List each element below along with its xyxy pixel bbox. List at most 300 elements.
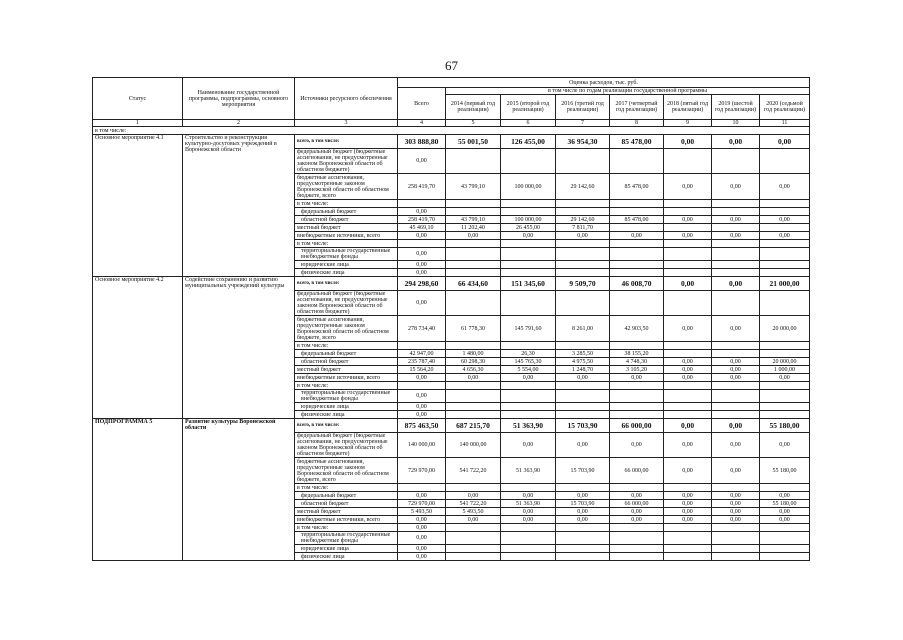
funding-source: всего, в том числе: [295, 419, 398, 433]
amount-year: 46 008,70 [610, 277, 664, 291]
amount-year [446, 248, 501, 261]
amount-year: 55 001,50 [446, 135, 501, 149]
amount-year: 0,00 [610, 232, 664, 240]
amount-year: 0,00 [712, 277, 760, 291]
amount-total: 294 298,60 [398, 277, 446, 291]
funding-source: в том числе: [295, 342, 398, 350]
amount-year [760, 269, 810, 277]
amount-year: 100 000,00 [501, 216, 556, 224]
amount-year [610, 224, 664, 232]
header-year: 2014 (первый год реализации) [446, 95, 501, 120]
amount-year: 61 778,30 [446, 316, 501, 342]
amount-year [556, 291, 610, 316]
amount-year: 0,00 [556, 433, 610, 458]
amount-year: 43 799,10 [446, 174, 501, 200]
amount-year [712, 240, 760, 248]
amount-year: 0,00 [712, 419, 760, 433]
amount-year: 0,00 [501, 508, 556, 516]
amount-total: 258 419,70 [398, 174, 446, 200]
amount-year: 0,00 [664, 458, 712, 484]
funding-source: областной бюджет [295, 358, 398, 366]
amount-year [501, 200, 556, 208]
amount-year [556, 545, 610, 553]
funding-source: территориальные государственные внебюджетные фонды [295, 532, 398, 545]
section-status: Основное мероприятие 4.2 [93, 277, 183, 419]
funding-source: бюджетные ассигнования, предусмотренные законом Воронежской области об областном бюджете, всего [295, 316, 398, 342]
amount-year [446, 484, 501, 492]
amount-year [446, 240, 501, 248]
amount-year: 0,00 [610, 374, 664, 382]
amount-year [556, 524, 610, 532]
amount-total: 0,00 [398, 269, 446, 277]
amount-total [398, 200, 446, 208]
table-row [93, 135, 810, 149]
amount-year [556, 261, 610, 269]
amount-year [556, 411, 610, 419]
amount-year [556, 149, 610, 174]
amount-year [712, 248, 760, 261]
funding-source: всего, в том числе: [295, 135, 398, 149]
amount-year [610, 261, 664, 269]
amount-year [556, 342, 610, 350]
funding-source: всего, в том числе: [295, 277, 398, 291]
column-number: 9 [664, 120, 712, 127]
amount-total: 0,00 [398, 524, 446, 532]
amount-year: 0,00 [712, 358, 760, 366]
amount-total: 0,00 [398, 374, 446, 382]
amount-year [501, 261, 556, 269]
amount-year: 0,00 [664, 500, 712, 508]
amount-total: 42 947,00 [398, 350, 446, 358]
amount-year [664, 545, 712, 553]
amount-year: 0,00 [501, 374, 556, 382]
amount-year [664, 382, 712, 390]
amount-year: 42 903,50 [610, 316, 664, 342]
amount-year [556, 200, 610, 208]
amount-year: 0,00 [664, 508, 712, 516]
amount-year [610, 545, 664, 553]
amount-year [712, 291, 760, 316]
amount-year: 0,00 [610, 508, 664, 516]
amount-total: 0,00 [398, 291, 446, 316]
amount-year: 145 765,30 [501, 358, 556, 366]
amount-year: 38 155,20 [610, 350, 664, 358]
amount-year [556, 403, 610, 411]
amount-total: 140 000,00 [398, 433, 446, 458]
funding-source: физические лица [295, 411, 398, 419]
amount-year [556, 240, 610, 248]
amount-year: 0,00 [610, 492, 664, 500]
amount-year: 15 703,90 [556, 419, 610, 433]
amount-year: 0,00 [501, 516, 556, 524]
amount-year: 0,00 [712, 516, 760, 524]
amount-year: 85 478,00 [610, 135, 664, 149]
amount-year [610, 390, 664, 403]
header-estimate: Оценка расходов, тыс. руб. [398, 78, 810, 88]
column-number: 4 [398, 120, 446, 127]
header-year: 2019 (шестой год реализации) [712, 95, 760, 120]
amount-year [760, 382, 810, 390]
amount-year: 0,00 [712, 216, 760, 224]
amount-year [712, 342, 760, 350]
amount-year [664, 411, 712, 419]
amount-total: 0,00 [398, 232, 446, 240]
amount-year [664, 403, 712, 411]
amount-year [501, 403, 556, 411]
amount-year [610, 524, 664, 532]
amount-year: 0,00 [760, 216, 810, 224]
amount-year: 0,00 [501, 232, 556, 240]
section-name: Строительство и реконструкция культурно-досуговых учреждений в Воронежской области [183, 135, 295, 277]
funding-source: физические лица [295, 553, 398, 561]
header-year: 2017 (четвертый год реализации) [610, 95, 664, 120]
amount-year: 541 722,20 [446, 500, 501, 508]
amount-year: 0,00 [664, 316, 712, 342]
amount-year [760, 224, 810, 232]
amount-year [712, 350, 760, 358]
amount-year: 0,00 [556, 232, 610, 240]
amount-total: 0,00 [398, 532, 446, 545]
amount-year [760, 484, 810, 492]
amount-year [760, 208, 810, 216]
amount-year: 4 656,30 [446, 366, 501, 374]
amount-year [610, 208, 664, 216]
amount-year: 0,00 [760, 135, 810, 149]
amount-total: 303 888,80 [398, 135, 446, 149]
amount-year [446, 553, 501, 561]
funding-source: бюджетные ассигнования, предусмотренные законом Воронежской области об областном бюджете, всего [295, 174, 398, 200]
amount-year [446, 342, 501, 350]
funding-source: территориальные государственные внебюджетные фонды [295, 248, 398, 261]
funding-source: федеральный бюджет (бюджетные ассигнования, не предусмотренные законом Воронежской области об областном бюджете) [295, 149, 398, 174]
amount-year [664, 524, 712, 532]
funding-source: федеральный бюджет (бюджетные ассигнования, не предусмотренные законом Воронежской области об областном бюджете) [295, 433, 398, 458]
funding-source: областной бюджет [295, 216, 398, 224]
funding-source: федеральный бюджет [295, 492, 398, 500]
amount-total: 0,00 [398, 403, 446, 411]
amount-year [610, 248, 664, 261]
header-status: Статус [93, 78, 183, 120]
amount-year [610, 484, 664, 492]
amount-year [760, 403, 810, 411]
amount-year [610, 403, 664, 411]
amount-year: 0,00 [760, 516, 810, 524]
amount-total: 729 970,00 [398, 458, 446, 484]
amount-year [760, 553, 810, 561]
amount-year: 0,00 [501, 492, 556, 500]
header-sources: Источники ресурсного обеспечения [295, 78, 398, 120]
amount-year: 0,00 [556, 508, 610, 516]
amount-year: 36 954,30 [556, 135, 610, 149]
amount-year: 0,00 [664, 277, 712, 291]
funding-source: в том числе: [295, 200, 398, 208]
amount-year: 0,00 [712, 232, 760, 240]
funding-source: в том числе: [295, 524, 398, 532]
amount-year: 140 000,00 [446, 433, 501, 458]
amount-year: 11 202,40 [446, 224, 501, 232]
amount-year [446, 545, 501, 553]
amount-year [501, 532, 556, 545]
amount-year: 0,00 [664, 358, 712, 366]
funding-source: федеральный бюджет [295, 208, 398, 216]
amount-year [664, 553, 712, 561]
amount-year [556, 532, 610, 545]
amount-total: 0,00 [398, 261, 446, 269]
amount-year: 0,00 [664, 374, 712, 382]
amount-year: 0,00 [760, 374, 810, 382]
amount-total: 235 787,40 [398, 358, 446, 366]
amount-year [446, 291, 501, 316]
table-row [93, 419, 810, 433]
column-number: 10 [712, 120, 760, 127]
amount-year: 0,00 [712, 492, 760, 500]
funding-source: бюджетные ассигнования, предусмотренные законом Воронежской области об областном бюджете, всего [295, 458, 398, 484]
amount-year [501, 149, 556, 174]
header-program-name: Наименование государственной программы, подпрограммы, основного мероприятия [183, 78, 295, 120]
amount-year: 15 703,90 [556, 500, 610, 508]
column-number: 7 [556, 120, 610, 127]
amount-year: 100 000,00 [501, 174, 556, 200]
funding-source: областной бюджет [295, 500, 398, 508]
amount-year [664, 390, 712, 403]
amount-year: 55 180,00 [760, 458, 810, 484]
amount-year [664, 149, 712, 174]
amount-total: 0,00 [398, 411, 446, 419]
amount-year [610, 269, 664, 277]
amount-year: 0,00 [664, 492, 712, 500]
amount-total: 278 734,40 [398, 316, 446, 342]
amount-year [501, 382, 556, 390]
amount-total [398, 240, 446, 248]
amount-year [760, 390, 810, 403]
amount-year [501, 545, 556, 553]
amount-year: 0,00 [712, 500, 760, 508]
amount-year: 151 345,60 [501, 277, 556, 291]
amount-year [610, 149, 664, 174]
amount-year [556, 484, 610, 492]
amount-year [446, 269, 501, 277]
column-number: 1 [93, 120, 183, 127]
amount-year: 21 000,00 [760, 277, 810, 291]
header-year: 2015 (второй год реализации) [501, 95, 556, 120]
amount-total: 258 419,70 [398, 216, 446, 224]
amount-total: 875 463,50 [398, 419, 446, 433]
amount-year: 3 285,50 [556, 350, 610, 358]
amount-year [760, 350, 810, 358]
section-name: Развитие культуры Воронежской области [183, 419, 295, 561]
amount-year [610, 200, 664, 208]
header-total: Всего [398, 88, 446, 120]
amount-year [664, 261, 712, 269]
amount-year [712, 403, 760, 411]
amount-year: 0,00 [712, 458, 760, 484]
amount-year [712, 553, 760, 561]
amount-year: 4 975,50 [556, 358, 610, 366]
amount-year [556, 269, 610, 277]
amount-year [664, 350, 712, 358]
amount-year [712, 524, 760, 532]
funding-source: внебюджетные источники, всего [295, 374, 398, 382]
funding-source: юридические лица [295, 545, 398, 553]
amount-year [712, 261, 760, 269]
amount-year: 5 493,50 [446, 508, 501, 516]
funding-source: юридические лица [295, 403, 398, 411]
column-number: 8 [610, 120, 664, 127]
amount-year: 0,00 [760, 508, 810, 516]
amount-year: 1 248,70 [556, 366, 610, 374]
header-year: 2018 (пятый год реализации) [664, 95, 712, 120]
amount-year [556, 248, 610, 261]
amount-year [664, 532, 712, 545]
amount-total: 0,00 [398, 492, 446, 500]
column-number: 3 [295, 120, 398, 127]
amount-year: 0,00 [664, 216, 712, 224]
funding-source: внебюджетные источники, всего [295, 232, 398, 240]
amount-year: 0,00 [712, 366, 760, 374]
amount-year: 0,00 [556, 516, 610, 524]
amount-year: 0,00 [610, 433, 664, 458]
amount-year [664, 200, 712, 208]
funding-source: внебюджетные источники, всего [295, 516, 398, 524]
amount-year: 66 434,60 [446, 277, 501, 291]
column-number: 11 [760, 120, 810, 127]
amount-year: 4 748,30 [610, 358, 664, 366]
header-by-years: в том числе по годам реализации государственной программы [446, 88, 810, 95]
amount-year [501, 342, 556, 350]
amount-year [446, 411, 501, 419]
amount-year: 1 480,00 [446, 350, 501, 358]
amount-year [664, 342, 712, 350]
budget-table [92, 77, 810, 561]
amount-year [712, 208, 760, 216]
amount-year [610, 411, 664, 419]
amount-year [664, 484, 712, 492]
amount-year [446, 382, 501, 390]
amount-year [664, 240, 712, 248]
amount-year: 0,00 [446, 232, 501, 240]
amount-year [501, 240, 556, 248]
amount-year: 20 000,00 [760, 316, 810, 342]
funding-source: местный бюджет [295, 224, 398, 232]
amount-year [712, 149, 760, 174]
amount-year: 0,00 [712, 174, 760, 200]
amount-year [610, 291, 664, 316]
amount-year [446, 149, 501, 174]
column-number: 2 [183, 120, 295, 127]
amount-year [760, 248, 810, 261]
amount-year [760, 524, 810, 532]
amount-year [712, 545, 760, 553]
amount-total: 0,00 [398, 516, 446, 524]
section-name: Содействие сохранению и развитию муниципальных учреждений культуры [183, 277, 295, 419]
amount-year [760, 261, 810, 269]
amount-year: 0,00 [664, 232, 712, 240]
amount-year: 126 455,00 [501, 135, 556, 149]
amount-year: 0,00 [664, 419, 712, 433]
amount-year: 0,00 [760, 232, 810, 240]
funding-source: территориальные государственные внебюджетные фонды [295, 390, 398, 403]
amount-year: 0,00 [712, 135, 760, 149]
amount-year: 55 180,00 [760, 419, 810, 433]
amount-year [712, 532, 760, 545]
amount-year: 51 363,90 [501, 458, 556, 484]
amount-year: 85 478,00 [610, 216, 664, 224]
amount-year [501, 269, 556, 277]
amount-year [501, 248, 556, 261]
amount-total: 0,00 [398, 545, 446, 553]
amount-year: 0,00 [712, 433, 760, 458]
amount-year: 85 478,00 [610, 174, 664, 200]
amount-year [446, 532, 501, 545]
page-number: 67 [445, 58, 458, 73]
amount-year: 0,00 [712, 374, 760, 382]
amount-total [398, 484, 446, 492]
amount-total: 15 564,20 [398, 366, 446, 374]
amount-year [712, 484, 760, 492]
funding-source: федеральный бюджет (бюджетные ассигнования, не предусмотренные законом Воронежской области об областном бюджете) [295, 291, 398, 316]
amount-total: 729 970,00 [398, 500, 446, 508]
amount-year: 51 363,90 [501, 419, 556, 433]
amount-year: 0,00 [664, 516, 712, 524]
amount-year: 687 215,70 [446, 419, 501, 433]
amount-year [501, 390, 556, 403]
amount-year: 0,00 [760, 492, 810, 500]
amount-total: 5 493,50 [398, 508, 446, 516]
amount-year: 0,00 [664, 366, 712, 374]
amount-year: 0,00 [760, 433, 810, 458]
amount-year: 0,00 [446, 492, 501, 500]
amount-year [760, 291, 810, 316]
amount-year [664, 224, 712, 232]
amount-year [760, 532, 810, 545]
amount-year [501, 553, 556, 561]
table-row [93, 277, 810, 291]
funding-source: физические лица [295, 269, 398, 277]
amount-year [610, 382, 664, 390]
amount-year [712, 224, 760, 232]
amount-total: 0,00 [398, 553, 446, 561]
amount-year [446, 208, 501, 216]
amount-year: 0,00 [446, 516, 501, 524]
amount-year: 0,00 [712, 316, 760, 342]
amount-year [556, 553, 610, 561]
amount-total [398, 342, 446, 350]
section-status: ПОДПРОГРАММА 5 [93, 419, 183, 561]
amount-year [446, 524, 501, 532]
amount-year: 0,00 [501, 433, 556, 458]
amount-year: 60 298,30 [446, 358, 501, 366]
amount-year [501, 208, 556, 216]
amount-year: 66 000,00 [610, 500, 664, 508]
amount-year: 1 000,00 [760, 366, 810, 374]
amount-year [501, 291, 556, 316]
amount-year: 26,30 [501, 350, 556, 358]
amount-total: 0,00 [398, 248, 446, 261]
amount-year [760, 342, 810, 350]
amount-year: 5 554,00 [501, 366, 556, 374]
amount-year [610, 342, 664, 350]
amount-year: 43 799,10 [446, 216, 501, 224]
funding-source: местный бюджет [295, 366, 398, 374]
amount-year: 66 000,00 [610, 419, 664, 433]
amount-year [712, 269, 760, 277]
amount-year [501, 524, 556, 532]
column-number: 6 [501, 120, 556, 127]
funding-source: в том числе: [295, 484, 398, 492]
amount-year [556, 390, 610, 403]
amount-year [664, 291, 712, 316]
amount-year: 29 142,60 [556, 216, 610, 224]
